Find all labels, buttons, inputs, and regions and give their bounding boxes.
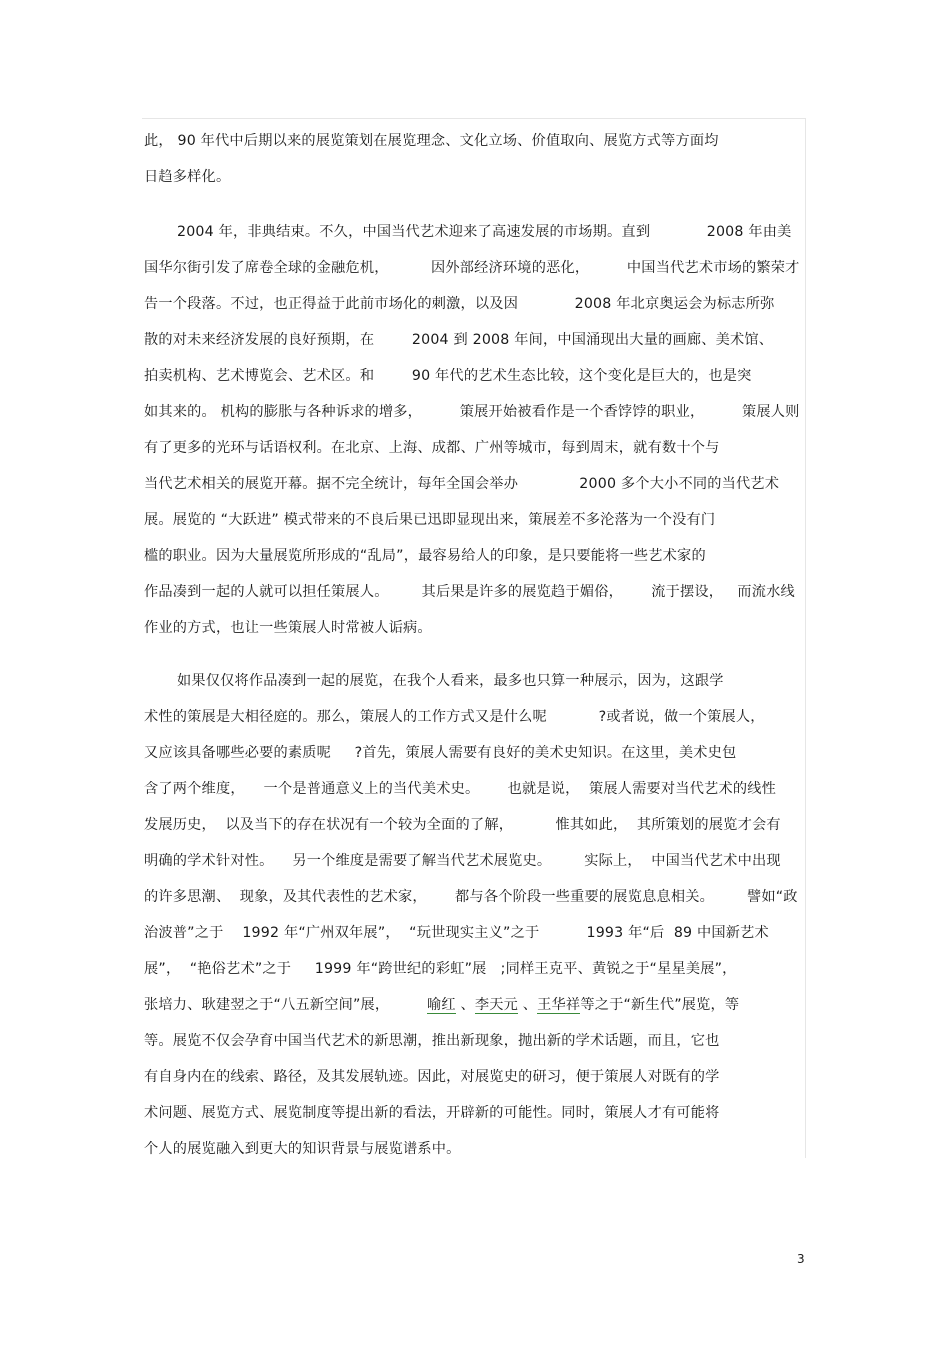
- artist-separator: 、: [455, 997, 475, 1013]
- text-line: 有自身内在的线索、路径，及其发展轨迹。因此，对展览史的研习，便于策展人对既有的学: [144, 1069, 720, 1085]
- text-line: 术性的策展是大相径庭的。那么，策展人的工作方式又是什么呢 ?或者说，做一个策展人，: [144, 709, 765, 725]
- text-line: 此， 90 年代中后期以来的展览策划在展览理念、文化立场、价值取向、展览方式等方面均: [144, 133, 719, 149]
- text-line: 作品凑到一起的人就可以担任策展人。 其后果是许多的展览趋于媚俗， 流于摆设， 而流水线: [144, 584, 795, 600]
- line-prefix: 张培力、耿建翌之于“八五新空间”展，: [144, 997, 427, 1013]
- text-line: 作业的方式，也让一些策展人时常被人诟病。: [144, 620, 432, 636]
- text-line: 日趋多样化。: [144, 169, 231, 185]
- text-line: 当代艺术相关的展览开幕。据不完全统计，每年全国会举办 2000 多个大小不同的当代艺术: [144, 476, 780, 492]
- text-line: 拍卖机构、艺术博览会、艺术区。和 90 年代的艺术生态比较，这个变化是巨大的，也是突: [144, 368, 752, 384]
- text-line: 2004 年，非典结束。不久，中国当代艺术迎来了高速发展的市场期。直到 2008 年由美: [144, 224, 792, 240]
- text-line: 术问题、展览方式、展览制度等提出新的看法，开辟新的可能性。同时，策展人才有可能将: [144, 1105, 720, 1121]
- text-line: 等。展览不仅会孕育中国当代艺术的新思潮，推出新现象，抛出新的学术话题，而且，它也: [144, 1033, 720, 1049]
- text-line: 含了两个维度， 一个是普通意义上的当代美术史。 也就是说， 策展人需要对当代艺术的线性: [144, 781, 777, 797]
- text-line: 展。展览的 “大跃进” 模式带来的不良后果已迅即显现出来，策展差不多沦落为一个没有门: [144, 512, 716, 528]
- text-line: 发展历史， 以及当下的存在状况有一个较为全面的了解， 惟其如此， 其所策划的展览才会有: [144, 817, 781, 833]
- text-line-with-links: [144, 995, 739, 1015]
- link-artist-wanghuaxiang[interactable]: 王华祥: [537, 997, 581, 1013]
- link-artist-litianyuan[interactable]: 李天元: [474, 997, 519, 1013]
- text-line: 槛的职业。因为大量展览所形成的“乱局”，最容易给人的印象，是只要能将一些艺术家的: [144, 548, 706, 564]
- text-line: 个人的展览融入到更大的知识背景与展览谱系中。: [144, 1141, 461, 1157]
- text-line: 国华尔街引发了席卷全球的金融危机， 因外部经济环境的恶化， 中国当代艺术市场的繁荣才: [144, 260, 800, 276]
- text-line: 如果仅仅将作品凑到一起的展览，在我个人看来，最多也只算一种展示，因为，这跟学: [144, 673, 724, 689]
- artist-separator: 、: [518, 997, 538, 1013]
- text-line: 治波普”之于 1992 年“广州双年展”， “玩世现实主义”之于 1993 年“后 89 中国新艺术: [144, 925, 769, 941]
- page-number: 3: [797, 1252, 805, 1266]
- text-line: 又应该具备哪些必要的素质呢 ?首先，策展人需要有良好的美术史知识。在这里，美术史包: [144, 745, 737, 761]
- line-suffix: 等之于“新生代”展览，等: [580, 997, 740, 1013]
- text-line: 有了更多的光环与话语权利。在北京、上海、成都、广州等城市，每到周末，就有数十个与: [144, 440, 720, 456]
- text-line: 散的对未来经济发展的良好预期，在 2004 到 2008 年间，中国涌现出大量的画廊、美术馆、: [144, 332, 774, 348]
- text-line: 如其来的。 机构的膨胀与各种诉求的增多， 策展开始被看作是一个香饽饽的职业， 策展人则: [144, 404, 800, 420]
- text-line: 展”， “艳俗艺术”之于 1999 年“跨世纪的彩虹”展 ;同样王克平、黄锐之于“星星美展”，: [144, 961, 737, 977]
- text-line: 告一个段落。不过，也正得益于此前市场化的刺激，以及因 2008 年北京奥运会为标志所弥: [144, 296, 775, 312]
- text-line: 的许多思潮、 现象，及其代表性的艺术家， 都与各个阶段一些重要的展览息息相关。 譬如“政: [144, 889, 798, 905]
- text-line: 明确的学术针对性。 另一个维度是需要了解当代艺术展览史。 实际上， 中国当代艺术中出现: [144, 853, 781, 869]
- link-artist-yuhong[interactable]: 喻红: [426, 997, 456, 1013]
